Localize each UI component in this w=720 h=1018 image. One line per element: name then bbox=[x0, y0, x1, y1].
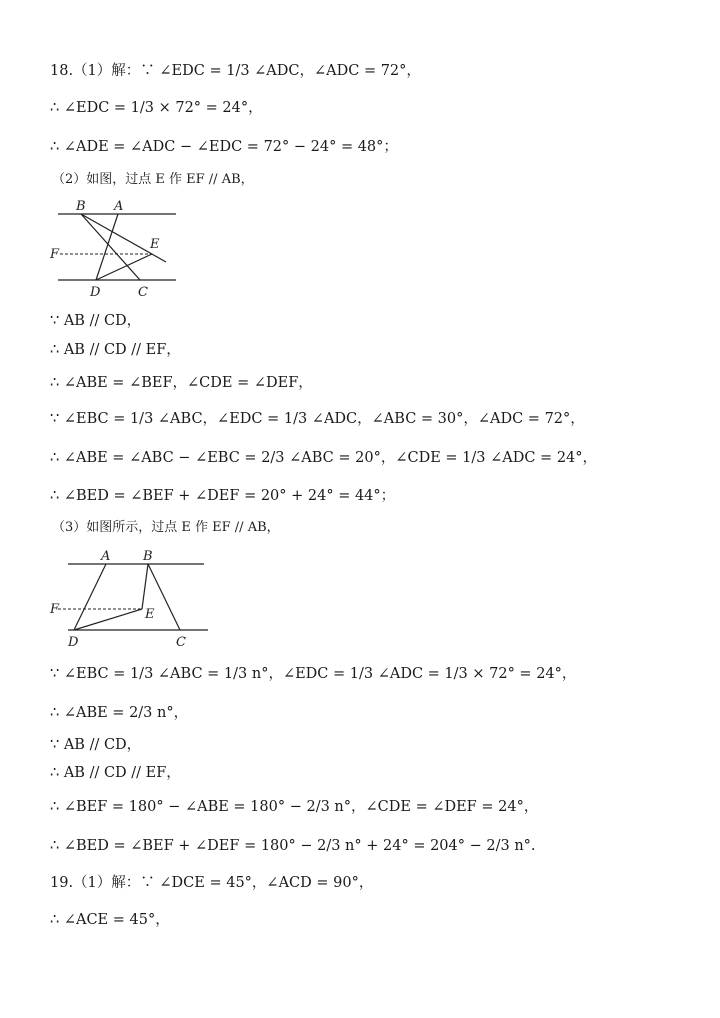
point-label-A: A bbox=[101, 549, 111, 564]
solution-line: 18.（1）解：∵ ∠EDC = 1/3 ∠ADC，∠ADC = 72°， bbox=[50, 63, 421, 79]
point-label-B: B bbox=[76, 199, 86, 214]
solution-line: ∴ ∠ACE = 45°， bbox=[50, 912, 170, 928]
solution-line: ∴ AB // CD // EF， bbox=[50, 765, 181, 781]
solution-line: ∴ ∠ABE = ∠BEF，∠CDE = ∠DEF， bbox=[50, 375, 313, 391]
point-label-D: D bbox=[90, 285, 101, 300]
point-label-B: B bbox=[143, 549, 153, 564]
point-label-E: E bbox=[150, 237, 160, 252]
solution-line: ∴ ∠ABE = 2/3 n°， bbox=[50, 705, 189, 721]
solution-line: ∵ AB // CD， bbox=[50, 737, 142, 753]
solution-line: ∴ ∠ABE = ∠ABC − ∠EBC = 2/3 ∠ABC = 20°，∠CDE = 1/3 ∠ADC = 24°， bbox=[50, 450, 598, 466]
solution-line: ∴ ∠BED = ∠BEF + ∠DEF = 20° + 24° = 44°； bbox=[50, 488, 396, 504]
point-label-A: A bbox=[114, 199, 124, 214]
solution-line: ∴ ∠ADE = ∠ADC − ∠EDC = 72° − 24° = 48°； bbox=[50, 139, 398, 155]
point-label-C: C bbox=[138, 285, 148, 300]
solution-line: ∴ ∠BED = ∠BEF + ∠DEF = 180° − 2/3 n° + 24° = 204° − 2/3 n°. bbox=[50, 838, 536, 854]
point-label-C: C bbox=[176, 635, 186, 650]
solution-line: 19.（1）解：∵ ∠DCE = 45°，∠ACD = 90°， bbox=[50, 875, 374, 891]
solution-line: ∵ ∠EBC = 1/3 ∠ABC，∠EDC = 1/3 ∠ADC，∠ABC = 30°，∠ADC = 72°， bbox=[50, 411, 585, 427]
point-label-F: F bbox=[50, 602, 60, 617]
solution-line: ∵ ∠EBC = 1/3 ∠ABC = 1/3 n°，∠EDC = 1/3 ∠ADC = 1/3 × 72° = 24°， bbox=[50, 666, 577, 682]
geometry-figure-2 bbox=[48, 546, 218, 650]
geometry-figure-1 bbox=[48, 196, 188, 300]
solution-line: （3）如图所示，过点 E 作 EF // AB， bbox=[52, 520, 280, 535]
solution-line: ∵ AB // CD， bbox=[50, 313, 142, 329]
point-label-D: D bbox=[68, 635, 79, 650]
solution-line: ∴ ∠EDC = 1/3 × 72° = 24°， bbox=[50, 100, 263, 116]
solution-line: ∴ AB // CD // EF， bbox=[50, 342, 181, 358]
solution-line: （2）如图，过点 E 作 EF // AB， bbox=[52, 172, 254, 187]
solution-line: ∴ ∠BEF = 180° − ∠ABE = 180° − 2/3 n°，∠CDE = ∠DEF = 24°， bbox=[50, 799, 539, 815]
point-label-E: E bbox=[145, 607, 155, 622]
point-label-F: F bbox=[50, 247, 60, 262]
